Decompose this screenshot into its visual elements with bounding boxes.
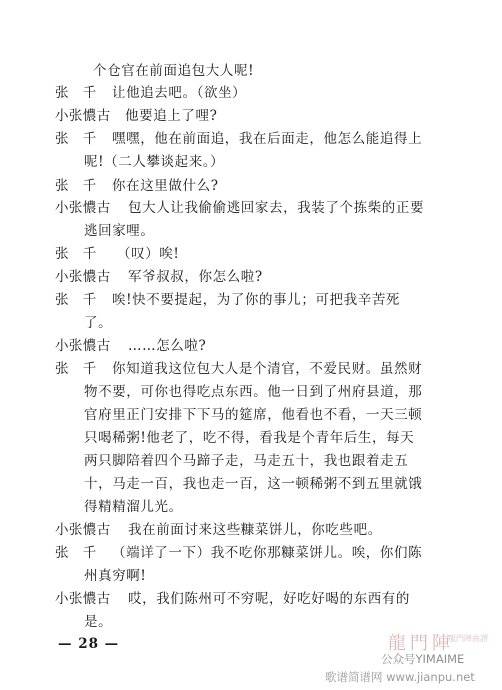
speaker-label: 小张憹古 [55,522,111,538]
text-line: 了。 [84,315,113,331]
speaker-label: 张 千 [55,246,97,262]
speaker-label: 张 千 [55,131,97,147]
text-line: 是。 [84,614,113,630]
dialogue-line: 哎，我们陈州可不穷呢，好吃好喝的东西有的 [128,591,410,607]
text-line: 呢!（二人攀谈起来。） [84,154,225,170]
speaker-label: 张 千 [55,292,97,308]
speaker-label: 张 千 [55,545,97,561]
speaker-label: 小张憹古 [55,200,111,216]
text-line: 两只脚陪着四个马蹄子走，马走五十，我也跟着走五 [84,453,409,469]
dialogue-line: 他要追上了哩? [125,108,218,124]
dialogue-line: 你在这里做什么? [112,178,219,194]
speaker-label: 小张憹古 [55,591,111,607]
text-line: 州真穷啊! [84,568,147,584]
speaker-label: 小张憹古 [55,269,111,285]
dialogue-line: ……怎么啦? [128,338,207,354]
speaker-label: 张 千 [55,178,97,194]
dialogue-line: （叹）唉! [117,246,180,262]
dialogue-line: 包大人让我偷偷逃回家去，我装了个拣柴的正要 [128,200,425,216]
dialogue-line: 嘿嘿，他在前面追，我在后面走，他怎么能追得上 [112,131,423,147]
speaker-label: 小张憹古 [55,338,111,354]
page-number: — 28 — [58,636,120,652]
dialogue-line: （端详了一下）我不吃你那糠菜饼儿。唉，你们陈 [112,545,423,561]
text-line: 只喝稀粥!他老了，吃不得，看我是个青年后生，每天 [84,430,415,446]
text-line: 十，马走一百，我也走一百，这一顿稀粥不到五里就饿 [84,476,423,492]
speaker-label: 张 千 [55,85,97,101]
text-line: 物不要，可你也得吃点东西。他一日到了州府县道，那 [84,384,423,400]
speaker-label: 张 千 [55,361,97,377]
text-line: 得精精溜儿光。 [84,499,183,515]
watermark-public-account: 公众号YIMAIME [381,652,465,666]
dialogue-line: 让他追去吧。（欲坐） [112,85,247,101]
dialogue-line: 军爷叔叔，你怎么啦? [128,269,263,285]
watermark-site: 歌谱简谱网 www.jianpu.net [325,670,475,684]
text-line: 个仓官在前面追包大人呢! [93,63,255,79]
dialogue-line: 我在前面讨来这些糠菜饼儿，你吃些吧。 [128,522,382,538]
text-line: 官府里正门安排下下马的筵席，他看也不看，一天三顿 [84,407,423,423]
dialogue-line: 你知道我这位包大人是个清官，不爱民财。虽然财 [112,361,423,377]
watermark-logo: 龍門陣 [388,633,454,654]
text-line: 逃回家哩。 [84,223,155,239]
watermark-logo-caption: 龍門陣曲譜 [448,634,488,643]
speaker-label: 小张憹古 [55,108,111,124]
dialogue-line: 唉!快不要提起，为了你的事儿；可把我辛苦死 [112,292,401,308]
